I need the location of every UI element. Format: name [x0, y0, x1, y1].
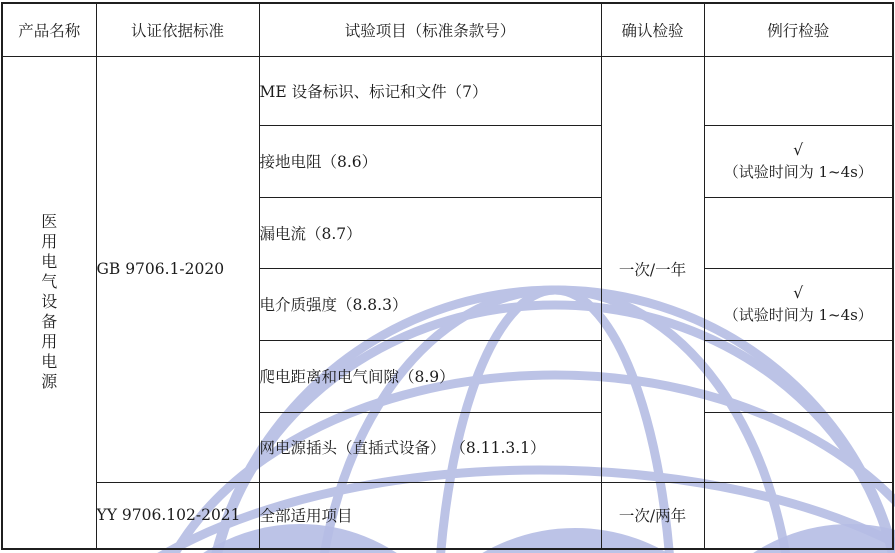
certification-test-table	[1, 2, 894, 550]
routine-cell	[704, 482, 893, 549]
product-name-text: 医用电气设备用电源	[41, 212, 58, 392]
routine-cell	[704, 197, 893, 268]
col-header-confirmation: 确认检验	[601, 3, 704, 56]
test-item-cell: ME 设备标识、标记和文件（7）	[259, 56, 601, 125]
routine-note: （试验时间为 1~4s）	[723, 306, 873, 324]
col-header-standard: 认证依据标准	[96, 3, 259, 56]
routine-cell	[704, 125, 893, 197]
col-header-test-item: 试验项目（标准条款号）	[259, 3, 601, 56]
standard-yy-cell: YY 9706.102-2021	[96, 482, 259, 549]
routine-cell	[704, 268, 893, 340]
col-header-product-name: 产品名称	[2, 3, 96, 56]
col-header-routine: 例行检验	[704, 3, 893, 56]
test-item-cell: 电介质强度（8.8.3）	[259, 268, 601, 340]
routine-cell	[704, 412, 893, 482]
product-name-cell	[2, 56, 96, 549]
table-header-row	[2, 3, 893, 56]
table-row	[2, 56, 893, 125]
test-item-cell: 接地电阻（8.6）	[259, 125, 601, 197]
routine-cell	[704, 340, 893, 412]
confirmation-gb-cell: 一次/一年	[601, 56, 704, 482]
standard-gb-cell: GB 9706.1-2020	[96, 56, 259, 482]
routine-cell	[704, 56, 893, 125]
test-item-cell: 网电源插头（直插式设备） （8.11.3.1）	[259, 412, 601, 482]
test-item-cell: 爬电距离和电气间隙（8.9）	[259, 340, 601, 412]
test-item-cell: 漏电流（8.7）	[259, 197, 601, 268]
table-row	[2, 482, 893, 549]
routine-note: （试验时间为 1~4s）	[723, 163, 873, 181]
check-mark: √	[793, 284, 804, 302]
check-mark: √	[793, 141, 804, 159]
confirmation-yy-cell: 一次/两年	[601, 482, 704, 549]
test-item-cell: 全部适用项目	[259, 482, 601, 549]
